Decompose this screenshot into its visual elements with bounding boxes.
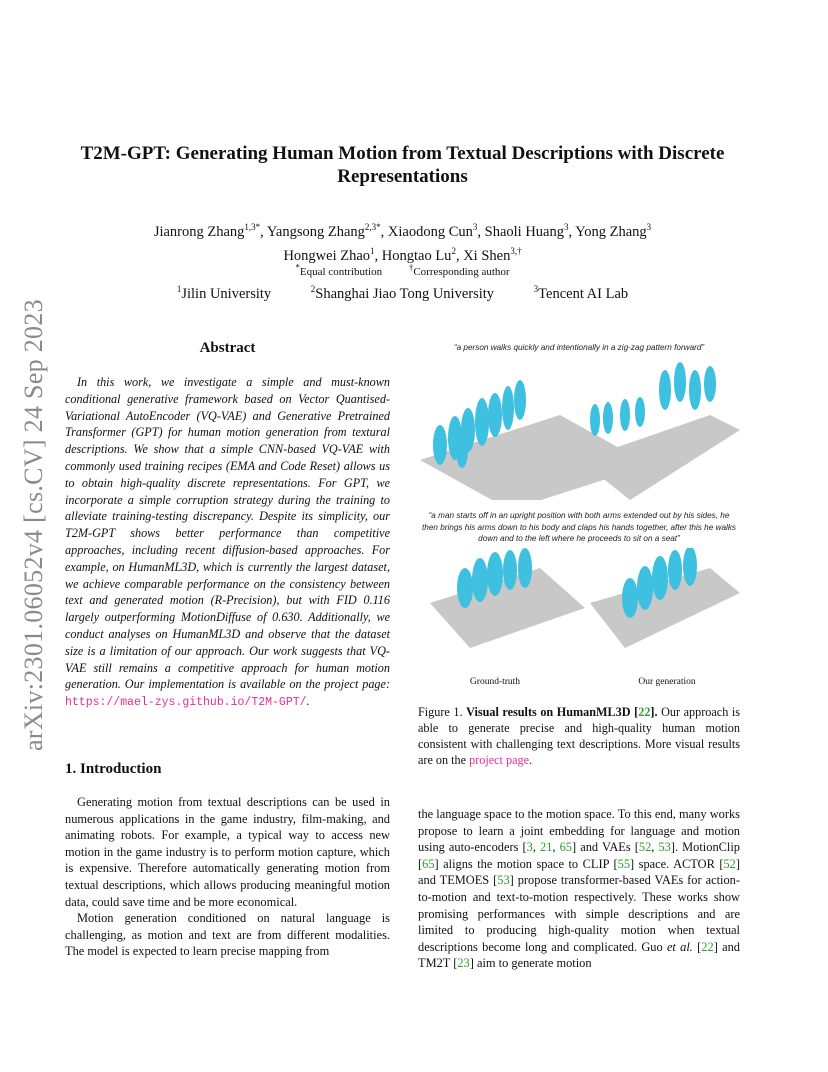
project-link[interactable]: https://mael-zys.github.io/T2M-GPT/ [65, 696, 307, 710]
floor-plane [580, 415, 740, 500]
figure-panel-top [410, 360, 740, 500]
label-ground-truth: Ground-truth [469, 677, 521, 687]
abstract-body: In this work, we investigate a simple and must-known conditional generative framework based on Vector Quantised-Variational AutoEncoder (VQ-VAE) and Generative Pretrained Transformer (GPT) for human motion generation from textural descriptions. We show that a simple CNN-based VQ-VAE with commonly used training recipes (EMA and Code Reset) allows us to obtain high-quality discrete representations. For GPT, we incorporate a simple corruption strategy during the training to alleviate training-testing discrepancy. Despite its simplicity, our T2M-GPT shows better performance than competitive approaches, including recent diffusion-based approaches. For example, on HumanML3D, which is currently the largest dataset, we achieve comparable performance on the consistency between text and generated motion (R-Precision), but with FID 0.116 largely outperforming MotionDiffuse of 0.630. Additionally, we conduct analyses on HumanML3D and observe that the dataset size is a limitation of our approach. Our work suggests that VQ-VAE still remains a competitive approach for human motion generation. Our implementation is available on the project page: https://mael-zys.github.io/T2M-GPT/. [65, 375, 390, 710]
intro-column-2 [418, 806, 740, 972]
figure-caption: Figure 1. Visual results on HumanML3D [22]. Our approach is able to generate precise and high-quality human motion consistent with challenging text descriptions. More visual results are on the project page. [418, 705, 740, 767]
arxiv-stamp: arXiv:2301.06052v4 [cs.CV] 24 Sep 2023 [19, 299, 48, 751]
figure-panel-bottom [410, 548, 740, 678]
author-line-2: Hongwei Zhao$^1$, Hongtao Lu$^2$, Xi Shen$^{3,\dagger}$ [283, 245, 522, 264]
intro-paragraph-continued: the language space to the motion space. To this end, many works propose to learn a joint embedding for language and motion using auto-encoders [3, 21, 65] and VAEs [52, 53]. MotionClip [65] aligns the motion space to CLIP [55] space. ACTOR [52] and TEMOES [53] propose transformer-based VAEs for action-to-motion and text-to-motion respectively. These works show promising performances with simple descriptions and are limited to producing high-quality motion when textual descriptions become long and complicated. Guo et al. [22] and TM2T [23] aim to generate motion [418, 807, 740, 971]
paper-title: T2M-GPT: Generating Human Motion from Textual Descriptions with Discrete Representations [80, 143, 725, 187]
label-our-generation: Our generation [638, 677, 696, 687]
intro-paragraph-2: Motion generation conditioned on natural language is challenging, as motion and text are from different modalities. The model is expected to learn precise mapping from [65, 911, 390, 959]
author-notes: *Equal contribution †Corresponding author [295, 262, 510, 278]
intro-paragraph-1: Generating motion from textual descriptions can be used in numerous applications in the game industry, film-making, and animating robots. For example, a typical way to access new motion in the game industry is to perform motion capture, which is expensive. Therefore automatically generating motion from textual descriptions, which allows producing meaningful motion data, could save time and be more economical. [65, 795, 390, 909]
affiliations: $^1$Jilin University $^2$Shanghai Jiao Tong University $^3$Tencent AI Lab [176, 284, 629, 302]
intro-column-1 [65, 794, 390, 960]
figure-quote-1: “a person walks quickly and intentionally in a zig-zag pattern forward” [453, 343, 705, 352]
project-page-link[interactable]: project page [469, 753, 529, 767]
author-list [80, 218, 725, 266]
figure-quote-2: “a man starts off in an upright position with both arms extended out by his sides, he then brings his arms down to his body and claps his hands together, after this he walks down and to the left where he proceeds to sit on a seat” [421, 511, 737, 543]
author-line-1: Jianrong Zhang$^{1,3*}$, Yangsong Zhang$^{2,3*}$, Xiaodong Cun$^3$, Shaoli Huang$^3$, Yong Zhang$^3$ [153, 222, 652, 240]
section-heading-introduction: 1. Introduction [65, 761, 162, 777]
abstract-heading: Abstract [199, 340, 256, 356]
